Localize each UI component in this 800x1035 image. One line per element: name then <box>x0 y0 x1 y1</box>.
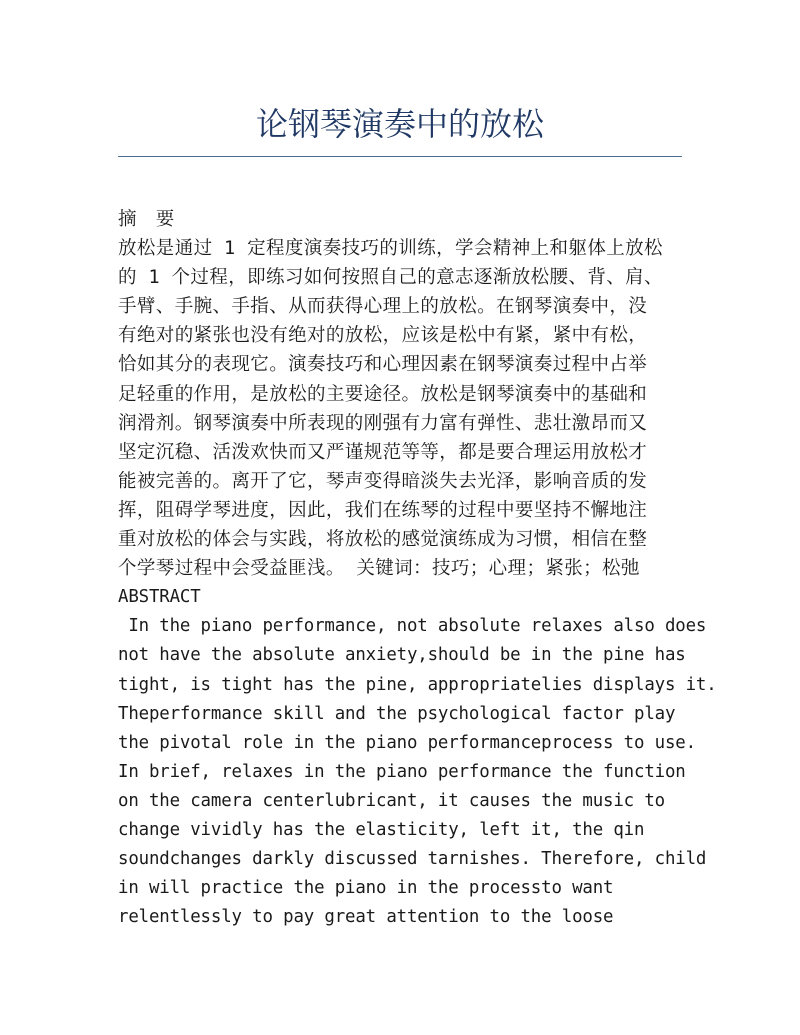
title-divider <box>118 156 682 157</box>
abstract-cn-line: 放松是通过 1 定程度演奏技巧的训练，学会精神上和躯体上放松 <box>118 238 663 260</box>
document-body <box>118 205 717 932</box>
abstract-cn-line: 有绝对的紧张也没有绝对的放松，应该是松中有紧，紧中有松， <box>118 325 648 347</box>
abstract-en-line: in will practice the piano in the processto want <box>118 878 614 899</box>
abstract-cn-line: 重对放松的体会与实践，将放松的感觉演练成为习惯，相信在整 <box>118 529 648 551</box>
abstract-cn-line: 能被完善的。离开了它，琴声变得暗淡失去光泽，影响音质的发 <box>118 470 648 492</box>
abstract-cn-line: 足轻重的作用，是放松的主要途径。放松是钢琴演奏中的基础和 <box>118 383 648 405</box>
abstract-en-line: tight, is tight has the pine, appropriatelies displays it. <box>118 674 717 695</box>
abstract-cn-line: 恰如其分的表现它。演奏技巧和心理因素在钢琴演奏过程中占举 <box>118 354 648 376</box>
abstract-cn-line: 润滑剂。钢琴演奏中所表现的刚强有力富有弹性、悲壮激昂而又 <box>118 412 648 434</box>
abstract-en-line: change vividly has the elasticity, left it, the qin <box>118 819 645 840</box>
abstract-cn-line: 挥，阻碍学琴进度，因此，我们在练琴的过程中要坚持不懈地注 <box>118 499 648 521</box>
abstract-en <box>118 612 717 932</box>
abstract-cn-line: 坚定沉稳、活泼欢快而又严谨规范等等，都是要合理运用放松才 <box>118 441 648 463</box>
abstract-en-line: soundchanges darkly discussed tarnishes. Therefore, child <box>118 849 707 870</box>
document-title: 论钢琴演奏中的放松 <box>255 105 544 143</box>
abstract-en-line: not have the absolute anxiety,should be in the pine has <box>118 645 686 666</box>
abstract-en-line: Theperformance skill and the psychological factor play <box>118 703 676 724</box>
abstract-cn-line: 的 1 个过程，即练习如何按照自己的意志逐渐放松腰、背、肩、 <box>118 267 663 289</box>
abstract-cn-line: 手臂、手腕、手指、从而获得心理上的放松。在钢琴演奏中，没 <box>118 296 648 318</box>
abstract-en-heading: ABSTRACT <box>118 587 201 608</box>
abstract-en-line: relentlessly to pay great attention to the loose <box>118 907 614 928</box>
abstract-cn-line: 个学琴过程中会受益匪浅。 关键词：技巧；心理；紧张；松弛 <box>118 558 640 580</box>
abstract-en-line: on the camera centerlubricant, it causes the music to <box>118 790 665 811</box>
abstract-en-line: the pivotal role in the piano performanceprocess to use. <box>118 732 696 753</box>
abstract-en-line: In brief, relaxes in the piano performance the function <box>118 761 686 782</box>
abstract-heading: 摘 要 <box>118 209 175 230</box>
abstract-cn <box>118 234 698 583</box>
abstract-en-line: In the piano performance, not absolute relaxes also does <box>118 616 707 637</box>
